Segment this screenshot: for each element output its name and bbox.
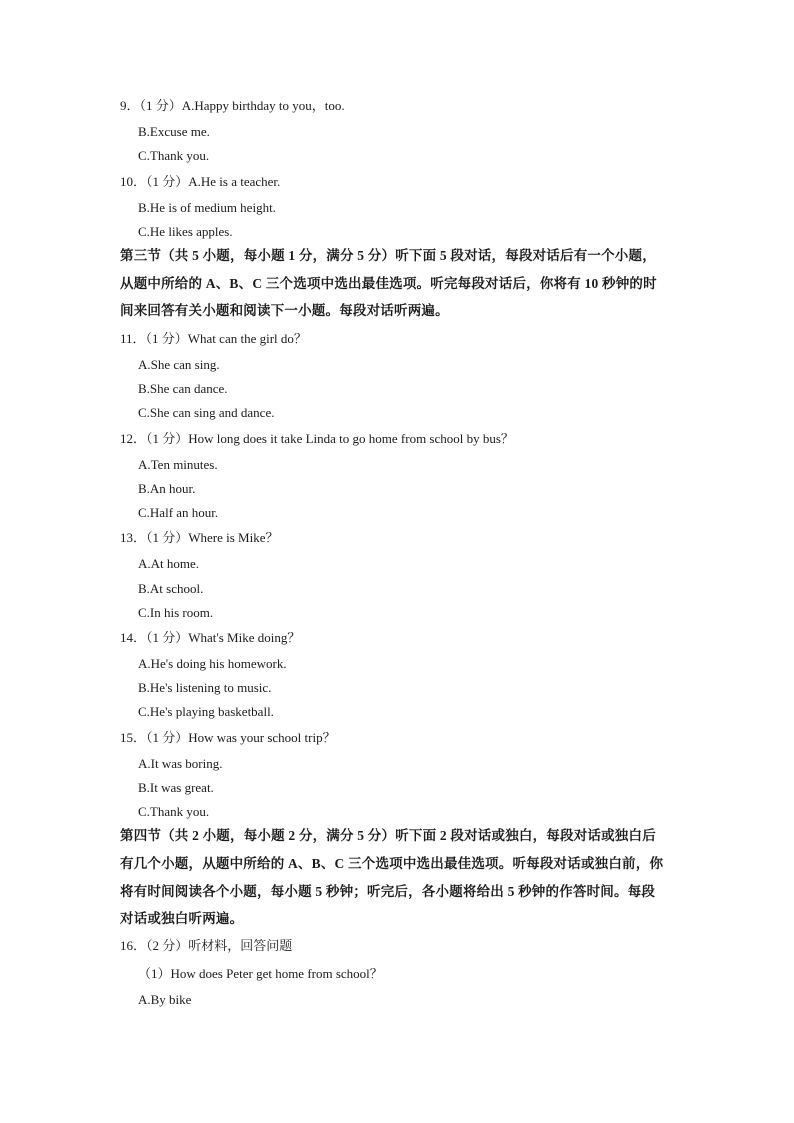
option-12a: A.Ten minutes. [138,457,218,472]
option-9b: B.Excuse me. [138,124,210,139]
option-14c: C.He's playing basketball. [138,704,274,719]
question-9: 9．（1 分）A.Happy birthday to you，too. [120,98,345,113]
question-11: 11．（1 分）What can the girl do？ [120,331,307,346]
option-15a: A.It was boring. [138,756,223,771]
question-16: 16．（2 分）听材料，回答问题 [120,938,293,953]
option-13c: C.In his room. [138,605,214,620]
question-14: 14．（1 分）What's Mike doing？ [120,630,301,645]
option-16-1a: A.By bike [138,992,192,1007]
question-13: 13．（1 分）Where is Mike？ [120,530,279,545]
option-15b: B.It was great. [138,780,214,795]
question-10: 10．（1 分）A.He is a teacher. [120,174,281,189]
option-12b: B.An hour. [138,481,196,496]
section-4-heading-line-1: 第四节（共 2 小题，每小题 2 分，满分 5 分）听下面 2 段对话或独白，每段对话或独白后 [120,828,656,843]
option-12c: C.Half an hour. [138,505,219,520]
question-15: 15．（1 分）How was your school trip？ [120,730,336,745]
section-4-heading-line-4: 对话或独白听两遍。 [120,911,244,926]
option-14b: B.He's listening to music. [138,680,272,695]
option-15c: C.Thank you. [138,804,210,819]
option-11a: A.She can sing. [138,357,220,372]
section-4-heading-line-2: 有几个小题，从题中所给的 A、B、C 三个选项中选出最佳选项。听每段对话或独白前，你 [120,856,664,871]
option-13a: A.At home. [138,556,200,571]
question-16-sub-1: （1）How does Peter get home from school？ [138,966,383,981]
section-4-heading-line-3: 将有时间阅读各个小题，每小题 5 秒钟；听完后，各小题将给出 5 秒钟的作答时间。每段 [120,884,656,899]
option-10c: C.He likes apples. [138,224,233,239]
section-3-heading-line-3: 间来回答有关小题和阅读下一小题。每段对话听两遍。 [120,303,449,318]
option-14a: A.He's doing his homework. [138,656,287,671]
option-9c: C.Thank you. [138,148,210,163]
option-10b: B.He is of medium height. [138,200,276,215]
question-12: 12．（1 分）How long does it take Linda to go home from school by bus？ [120,431,514,446]
section-3-heading-line-2: 从题中所给的 A、B、C 三个选项中选出最佳选项。听完每段对话后，你将有 10 秒钟的时 [120,276,657,291]
option-13b: B.At school. [138,581,204,596]
option-11c: C.She can sing and dance. [138,405,275,420]
section-3-heading-line-1: 第三节（共 5 小题，每小题 1 分，满分 5 分）听下面 5 段对话，每段对话后有一个小题， [120,248,656,263]
option-11b: B.She can dance. [138,381,228,396]
